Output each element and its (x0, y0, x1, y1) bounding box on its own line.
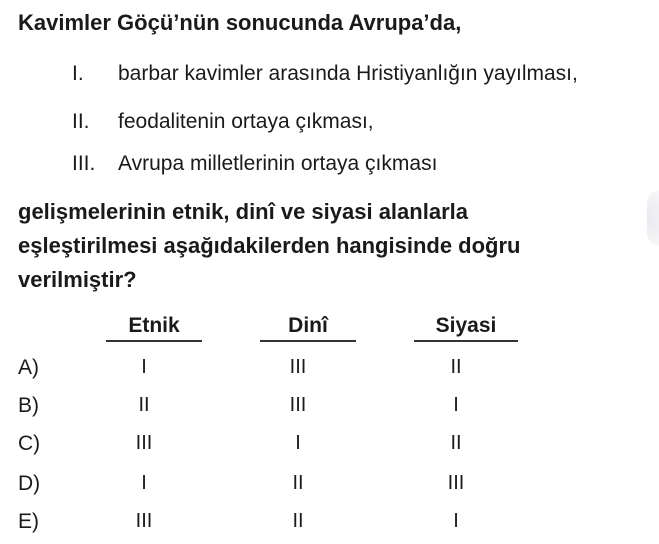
option-c-dini: I (295, 432, 301, 454)
option-d-dini: II (292, 472, 304, 494)
premise-number: II. (72, 110, 90, 133)
option-b-siyasi: I (453, 394, 459, 416)
question-stem: Kavimler Göçü’nün sonucunda Avrupa’da, (18, 10, 462, 35)
option-e-etnik: III (135, 510, 153, 532)
option-c-etnik: III (135, 432, 153, 454)
option-e-dini: II (292, 510, 304, 532)
column-underline (106, 340, 202, 342)
option-b-etnik: II (138, 394, 150, 416)
option-a-dini: III (289, 356, 307, 378)
option-d-etnik: I (141, 472, 147, 494)
option-label-a[interactable]: A) (18, 356, 39, 379)
option-label-c[interactable]: C) (18, 432, 41, 455)
column-header-dini: Dinî (288, 314, 328, 337)
option-a-siyasi: II (450, 356, 462, 378)
column-header-etnik: Etnik (128, 314, 180, 337)
option-b-dini: III (289, 394, 307, 416)
premise-number: I. (72, 62, 84, 85)
option-label-e[interactable]: E) (18, 510, 39, 533)
question-line: verilmiştir? (18, 267, 137, 292)
option-a-etnik: I (141, 356, 147, 378)
option-e-siyasi: I (453, 510, 459, 532)
question-line: gelişmelerinin etnik, dinî ve siyasi alanlarla (18, 199, 468, 224)
question-line: eşleştirilmesi aşağıdakilerden hangisinde doğru (18, 233, 521, 258)
option-label-d[interactable]: D) (18, 472, 41, 495)
premise-item-2 (72, 110, 374, 134)
option-d-siyasi: III (447, 472, 465, 494)
premise-number: III. (72, 152, 96, 175)
premise-text: Avrupa milletlerinin ortaya çıkması (118, 152, 438, 175)
column-underline (260, 340, 356, 342)
column-header-siyasi: Siyasi (435, 314, 497, 337)
premise-item-1 (72, 62, 578, 86)
option-c-siyasi: II (450, 432, 462, 454)
premise-text: feodalitenin ortaya çıkması, (118, 110, 374, 133)
premise-item-3 (72, 152, 437, 176)
column-underline (414, 340, 518, 342)
premise-text: barbar kavimler arasında Hristiyanlığın yayılması, (118, 62, 578, 85)
page-edge-shadow (647, 190, 659, 246)
question-prompt (18, 195, 618, 297)
option-label-b[interactable]: B) (18, 394, 39, 417)
